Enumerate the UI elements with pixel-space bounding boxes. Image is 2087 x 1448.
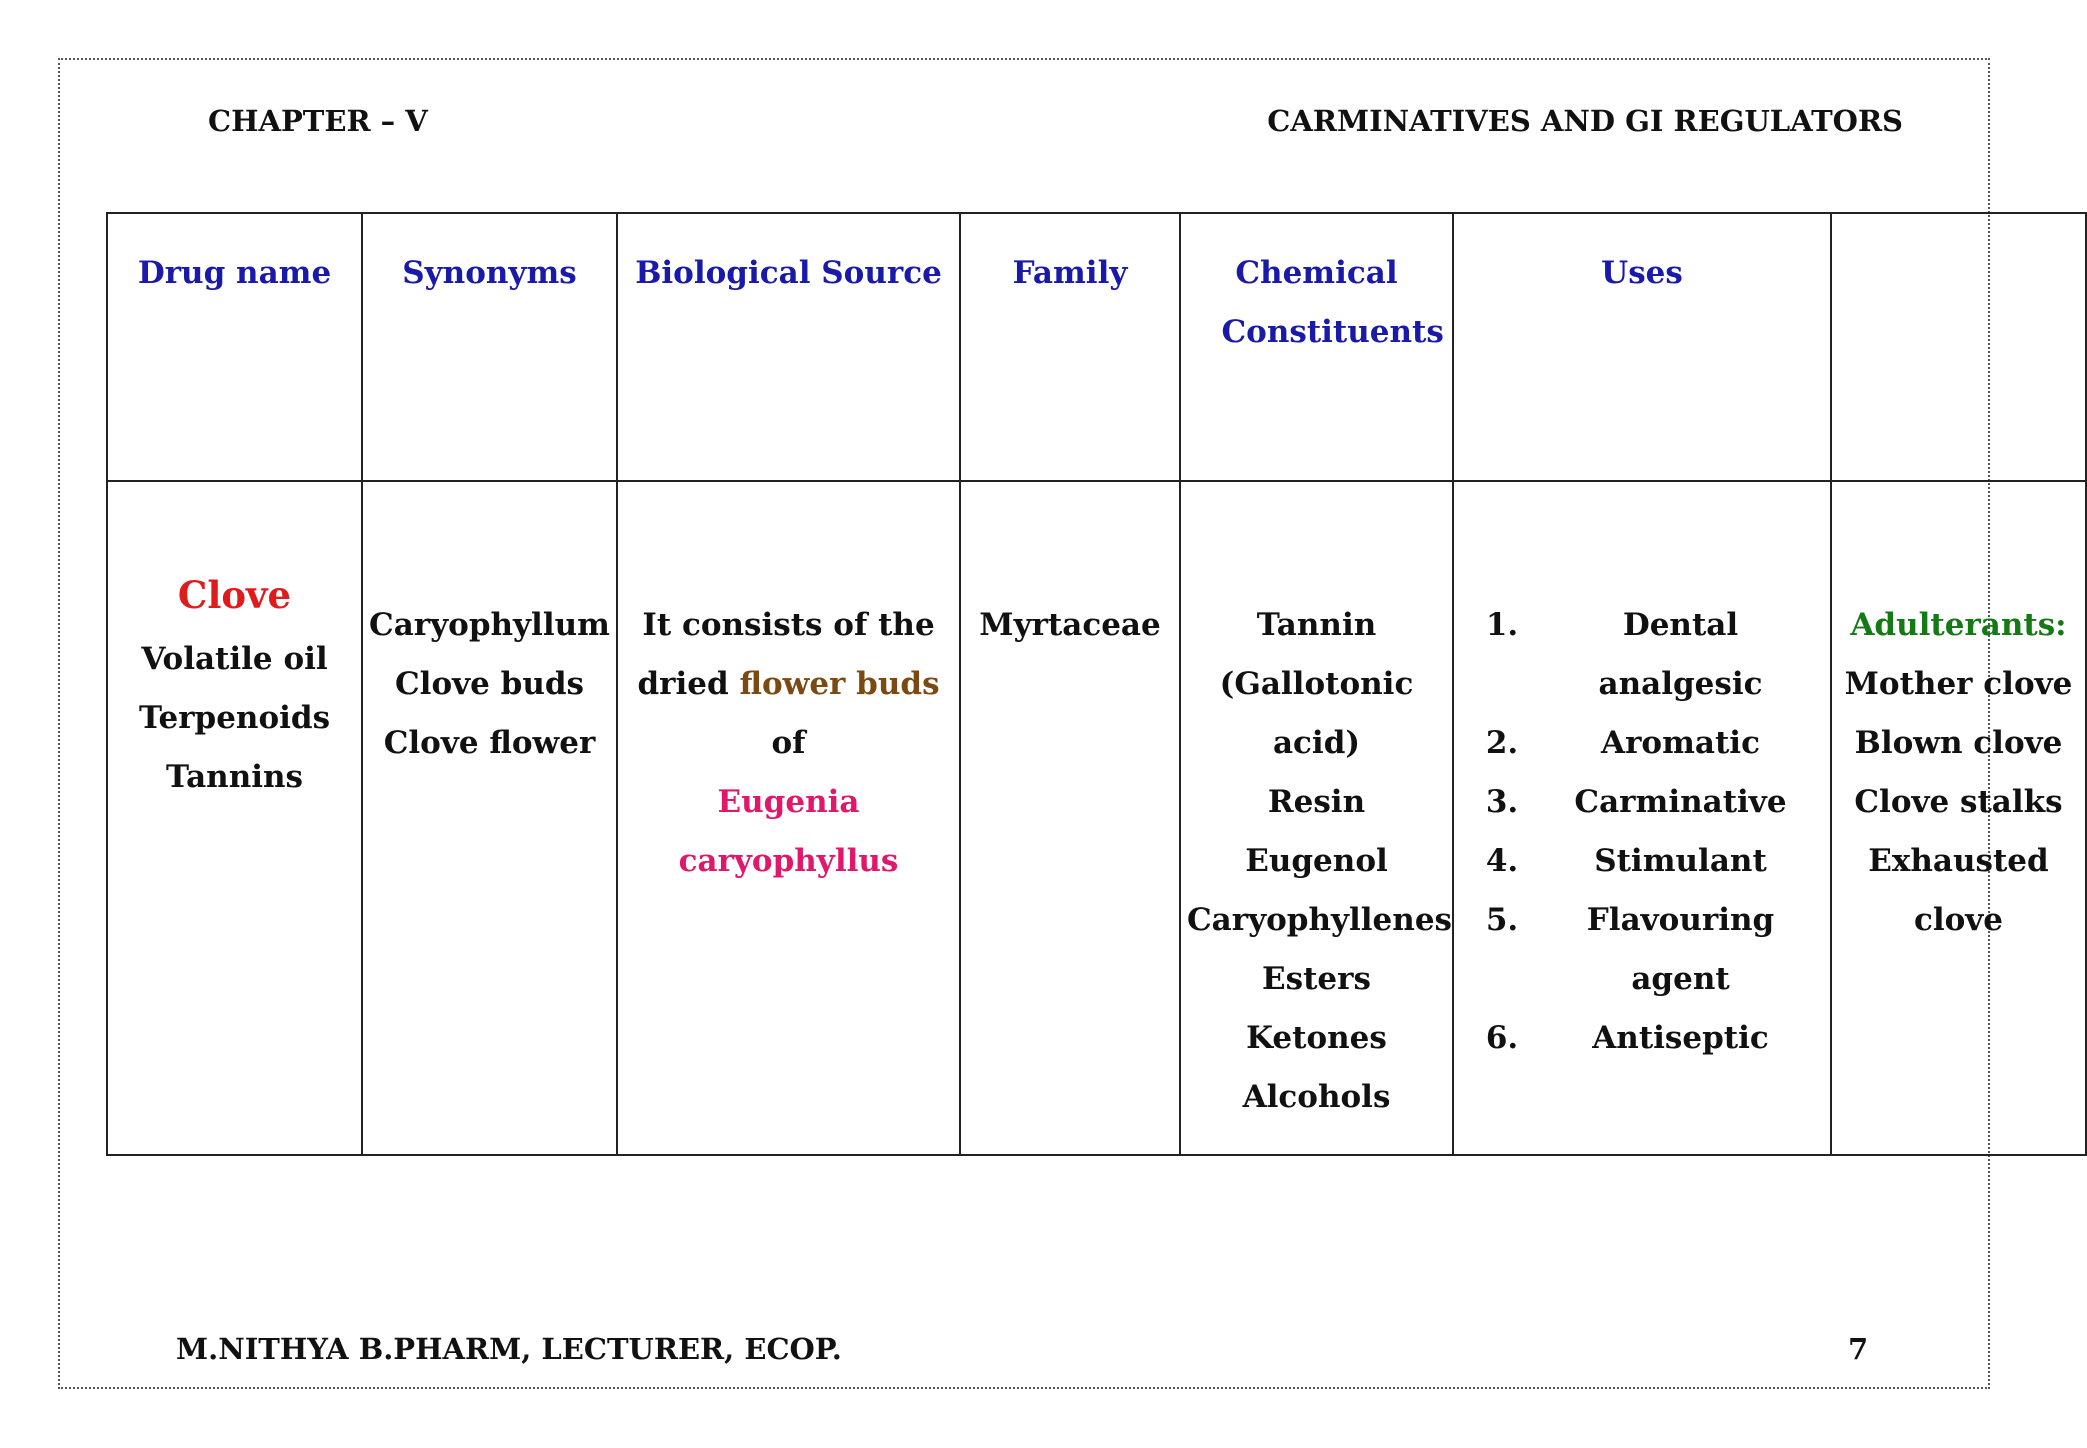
header-chemical-constituents-text: Chemical Constituents (1221, 255, 1444, 350)
chapter-label: CHAPTER – V (208, 104, 428, 138)
constituent: Ketones (1246, 1020, 1387, 1056)
list-item: 6. Antiseptic (1529, 1009, 1824, 1068)
adulterant: Exhausted (1868, 843, 2049, 879)
header-family: Family (960, 213, 1180, 481)
header-chemical-constituents (1180, 213, 1453, 481)
constituent: acid) (1272, 725, 1361, 761)
cell-constituents (1180, 481, 1453, 1155)
adulterants-title: Adulterants: (1850, 607, 2067, 643)
adulterant: Mother clove (1844, 666, 2073, 702)
constituent: Esters (1262, 961, 1371, 997)
cell-uses (1453, 481, 1831, 1155)
species-name: Eugenia (717, 784, 860, 820)
header-synonyms: Synonyms (362, 213, 617, 481)
cell-adulterants (1831, 481, 2086, 1155)
family-name: Myrtaceae (979, 607, 1161, 643)
source-text: dried (637, 666, 729, 702)
uses-list (1484, 596, 1824, 1068)
footer-author: M.NITHYA B.PHARM, LECTURER, ECOP. (176, 1332, 842, 1366)
list-item: 3. Carminative (1529, 773, 1824, 832)
list-item: 5. Flavouring agent (1529, 891, 1824, 1009)
cell-drug-name (107, 481, 362, 1155)
species-name: caryophyllus (678, 843, 899, 879)
source-line-2 (624, 655, 953, 773)
table-header-row (107, 213, 2086, 481)
drug-line: Terpenoids (138, 700, 331, 736)
header-drug-name: Drug name (107, 213, 362, 481)
synonym: Clove flower (383, 725, 596, 761)
constituent: (Gallotonic (1219, 666, 1414, 702)
drug-monograph-table (106, 212, 2087, 1156)
chapter-title: CARMINATIVES AND GI REGULATORS (1267, 104, 1903, 138)
adulterant: Blown clove (1854, 725, 2063, 761)
header-biological-source: Biological Source (617, 213, 960, 481)
list-item: 2. Aromatic (1529, 714, 1824, 773)
source-text: of (771, 725, 806, 761)
source-highlight: flower buds (739, 666, 940, 702)
cell-family (960, 481, 1180, 1155)
adulterant: clove (1913, 902, 2004, 938)
constituent: Eugenol (1245, 843, 1388, 879)
synonym: Clove buds (395, 666, 584, 702)
drug-line: Tannins (165, 759, 304, 795)
header-uses: Uses (1453, 213, 1831, 481)
table-row (107, 481, 2086, 1155)
page-number: 7 (1848, 1332, 1869, 1366)
constituent: Alcohols (1242, 1079, 1391, 1115)
cell-biological-source (617, 481, 960, 1155)
adulterant: Clove stalks (1854, 784, 2063, 820)
constituent: Resin (1267, 784, 1366, 820)
list-item: 1. Dental analgesic (1529, 596, 1824, 714)
cell-synonyms (362, 481, 617, 1155)
constituent: Caryophyllenes (1187, 902, 1452, 938)
header-empty (1831, 213, 2086, 481)
drug-line: Volatile oil (141, 641, 328, 677)
drug-name: Clove (177, 573, 292, 617)
constituent: Tannin (1256, 607, 1377, 643)
list-item: 4. Stimulant (1529, 832, 1824, 891)
source-text: It consists of the (642, 607, 935, 643)
synonym: Caryophyllum (369, 607, 610, 643)
